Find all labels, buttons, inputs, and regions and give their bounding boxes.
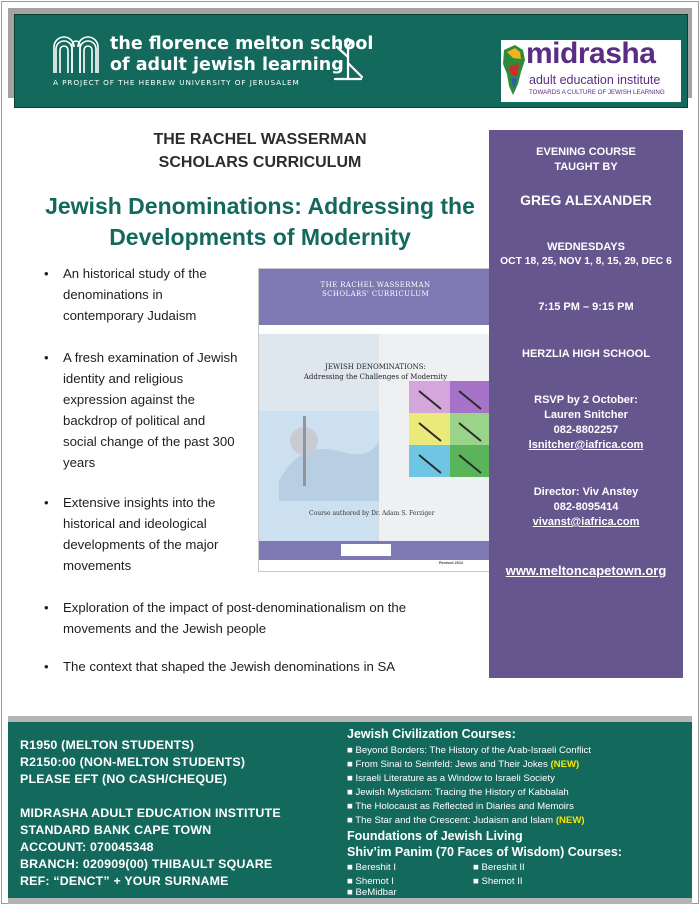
- rsvp-name: Lauren Snitcher: [544, 409, 628, 421]
- school-name-line2: of adult jewish learning: [110, 55, 344, 75]
- cover-series-line2: SCHOLARS' CURRICULUM: [321, 290, 430, 298]
- bullet-list-1: [44, 263, 207, 326]
- bullet-item: [44, 656, 395, 677]
- square-bullet-icon: ■: [347, 876, 353, 887]
- square-bullet-icon: ■: [347, 801, 353, 812]
- course-item-text: Jewish Mysticism: Tracing the History of Kabbalah: [355, 787, 569, 798]
- course-dates: OCT 18, 25, NOV 1, 8, 15, 29, DEC 6: [500, 256, 672, 267]
- cover-melton-logo: [341, 544, 391, 556]
- bank-account-number: ACCOUNT: 070045348: [20, 840, 154, 854]
- header-banner: [14, 14, 688, 108]
- hebrew-university-lamp-icon: [329, 35, 367, 87]
- bullet-list-2: [44, 347, 237, 473]
- bullet-line: • A fresh examination of Jewish: [63, 350, 238, 365]
- bullet-line: social change of the past 300: [63, 434, 235, 449]
- course-type-line1: EVENING COURSE: [536, 146, 636, 158]
- payment-note: PLEASE EFT (NO CASH/CHEQUE): [20, 772, 228, 786]
- director-phone: 082-8095414: [553, 501, 619, 513]
- square-bullet-icon: ■: [347, 745, 353, 756]
- bullet-line: • An historical study of the: [63, 266, 207, 281]
- fee-non-melton: R2150:00 (NON-MELTON STUDENTS): [20, 755, 246, 769]
- bullet-item: [44, 597, 406, 639]
- school-name-line1: the florence melton school: [110, 34, 374, 54]
- melton-arches-icon: [53, 35, 101, 75]
- course-list-item: [347, 815, 585, 826]
- foundations-heading: Foundations of Jewish Living: [347, 829, 523, 843]
- course-type-line2: TAUGHT BY: [554, 161, 618, 173]
- courses-panel: [337, 722, 692, 898]
- course-list-item: [347, 745, 591, 756]
- cover-title-line1: JEWISH DENOMINATIONS:: [325, 363, 426, 371]
- shivim-item-text: Bereshit II: [481, 862, 525, 873]
- square-bullet-icon: ■: [347, 787, 353, 798]
- cover-author: Course authored by Dr. Adam S. Ferziger: [309, 510, 435, 517]
- bullet-line: historical and ideological: [63, 516, 207, 531]
- bank-branch: BRANCH: 020909(00) THIBAULT SQUARE: [20, 857, 273, 871]
- director-email-link[interactable]: vivanst@iafrica.com: [532, 516, 640, 528]
- cover-revised: Revised 2012: [439, 561, 464, 565]
- square-bullet-icon: ■: [473, 862, 479, 873]
- course-title-line2: Developments of Modernity: [109, 224, 411, 250]
- bullet-list-3: [44, 492, 218, 576]
- course-item-text: The Holocaust as Reflected in Diaries and Memoirs: [355, 801, 574, 812]
- bank-account-name: MIDRASHA ADULT EDUCATION INSTITUTE: [20, 806, 281, 820]
- payment-reference: REF: “DENCT” + YOUR SURNAME: [20, 874, 229, 888]
- curriculum-line1: THE RACHEL WASSERMAN: [153, 131, 367, 148]
- rsvp-phone: 082-8802257: [553, 424, 619, 436]
- bullet-line: • The context that shaped the Jewish denominations in SA: [63, 659, 396, 674]
- bullet-line: contemporary Judaism: [63, 308, 197, 323]
- course-title: [30, 191, 490, 253]
- book-cover-image: [258, 268, 493, 572]
- bullet-line: identity and religious: [63, 371, 184, 386]
- bullet-line: movements and the Jewish people: [63, 621, 267, 636]
- bullet-item: [44, 492, 218, 576]
- bullet-line: • Extensive insights into the: [63, 495, 216, 510]
- rsvp-block: [489, 393, 683, 453]
- midrasha-subtitle: adult education institute: [529, 73, 661, 87]
- fees-panel: [8, 722, 337, 898]
- midrasha-name: midrasha: [526, 37, 656, 70]
- africa-map-icon: [501, 42, 527, 98]
- course-info-sidebar: [489, 130, 683, 678]
- cover-series: [259, 281, 492, 299]
- curriculum-heading: [40, 128, 480, 174]
- director-name: Director: Viv Anstey: [533, 486, 639, 498]
- bank-name: STANDARD BANK CAPE TOWN: [20, 823, 212, 837]
- shivim-item: [347, 887, 397, 898]
- cover-title-line2: Addressing the Challenges of Modernity: [303, 373, 448, 381]
- midrasha-logo: [501, 37, 681, 102]
- course-item-text: Israeli Literature as a Window to Israeli Society: [355, 773, 555, 784]
- course-venue: HERZLIA HIGH SCHOOL: [522, 348, 650, 360]
- shivim-item: [473, 862, 525, 873]
- bullet-line: denominations in: [63, 287, 163, 302]
- shivim-item: [473, 876, 523, 887]
- new-badge: (NEW): [555, 815, 585, 826]
- course-item-text: From Sinai to Seinfeld: Jews and Their Jokes: [355, 759, 548, 770]
- course-list-item: [347, 759, 579, 770]
- shivim-panim-heading: Shiv’im Panim (70 Faces of Wisdom) Courses:: [347, 845, 622, 859]
- square-bullet-icon: ■: [347, 759, 353, 770]
- course-list-item: [347, 787, 569, 798]
- course-time: 7:15 PM – 9:15 PM: [538, 301, 634, 313]
- course-item-text: The Star and the Crescent: Judaism and Islam: [355, 815, 554, 826]
- course-item-text: Beyond Borders: The History of the Arab-Israeli Conflict: [355, 745, 591, 756]
- bullet-list-4: [44, 597, 406, 639]
- bullet-line: years: [63, 455, 96, 470]
- shivim-item: [347, 862, 396, 873]
- square-bullet-icon: ■: [473, 876, 479, 887]
- fee-melton: R1950 (MELTON STUDENTS): [20, 738, 195, 752]
- rsvp-email-link[interactable]: lsnitcher@iafrica.com: [528, 439, 644, 451]
- shivim-item-text: Shemot I: [355, 876, 394, 887]
- course-list-item: [347, 801, 574, 812]
- cover-series-line1: THE RACHEL WASSERMAN: [320, 281, 431, 289]
- midrasha-tagline: TOWARDS A CULTURE OF JEWISH LEARNING: [529, 89, 665, 96]
- course-title-line1: Jewish Denominations: Addressing the: [45, 193, 475, 219]
- shivim-item-text: BeMidbar: [355, 887, 397, 898]
- bullet-line: • Exploration of the impact of post-denominationalism on the: [63, 600, 407, 615]
- bullet-line: movements: [63, 558, 132, 573]
- course-type: [489, 145, 683, 175]
- bullet-item: [44, 263, 207, 326]
- cover-footer: [259, 541, 492, 560]
- director-block: [489, 485, 683, 530]
- course-day: WEDNESDAYS: [547, 241, 625, 253]
- teacher-name: GREG ALEXANDER: [520, 192, 652, 208]
- school-subtitle: A PROJECT OF THE HEBREW UNIVERSITY OF JERUSALEM: [53, 78, 300, 87]
- rsvp-deadline: RSVP by 2 October:: [534, 394, 638, 406]
- website-link[interactable]: www.meltoncapetown.org: [505, 563, 667, 578]
- bullet-list-5: [44, 656, 395, 677]
- curriculum-line2: SCHOLARS CURRICULUM: [158, 154, 362, 171]
- shivim-item-text: Shemot II: [481, 876, 523, 887]
- square-bullet-icon: ■: [347, 862, 353, 873]
- bullet-line: developments of the major: [63, 537, 219, 552]
- bullet-line: expression against the: [63, 392, 195, 407]
- jewish-civilization-heading: Jewish Civilization Courses:: [347, 727, 516, 741]
- course-list-item: [347, 773, 555, 784]
- square-bullet-icon: ■: [347, 815, 353, 826]
- bullet-line: backdrop of political and: [63, 413, 206, 428]
- square-bullet-icon: ■: [347, 773, 353, 784]
- cover-header: [259, 269, 492, 325]
- shivim-item-text: Bereshit I: [355, 862, 396, 873]
- shivim-item: [347, 876, 394, 887]
- square-bullet-icon: ■: [347, 887, 353, 898]
- new-badge: (NEW): [550, 759, 580, 770]
- bullet-item: [44, 347, 237, 473]
